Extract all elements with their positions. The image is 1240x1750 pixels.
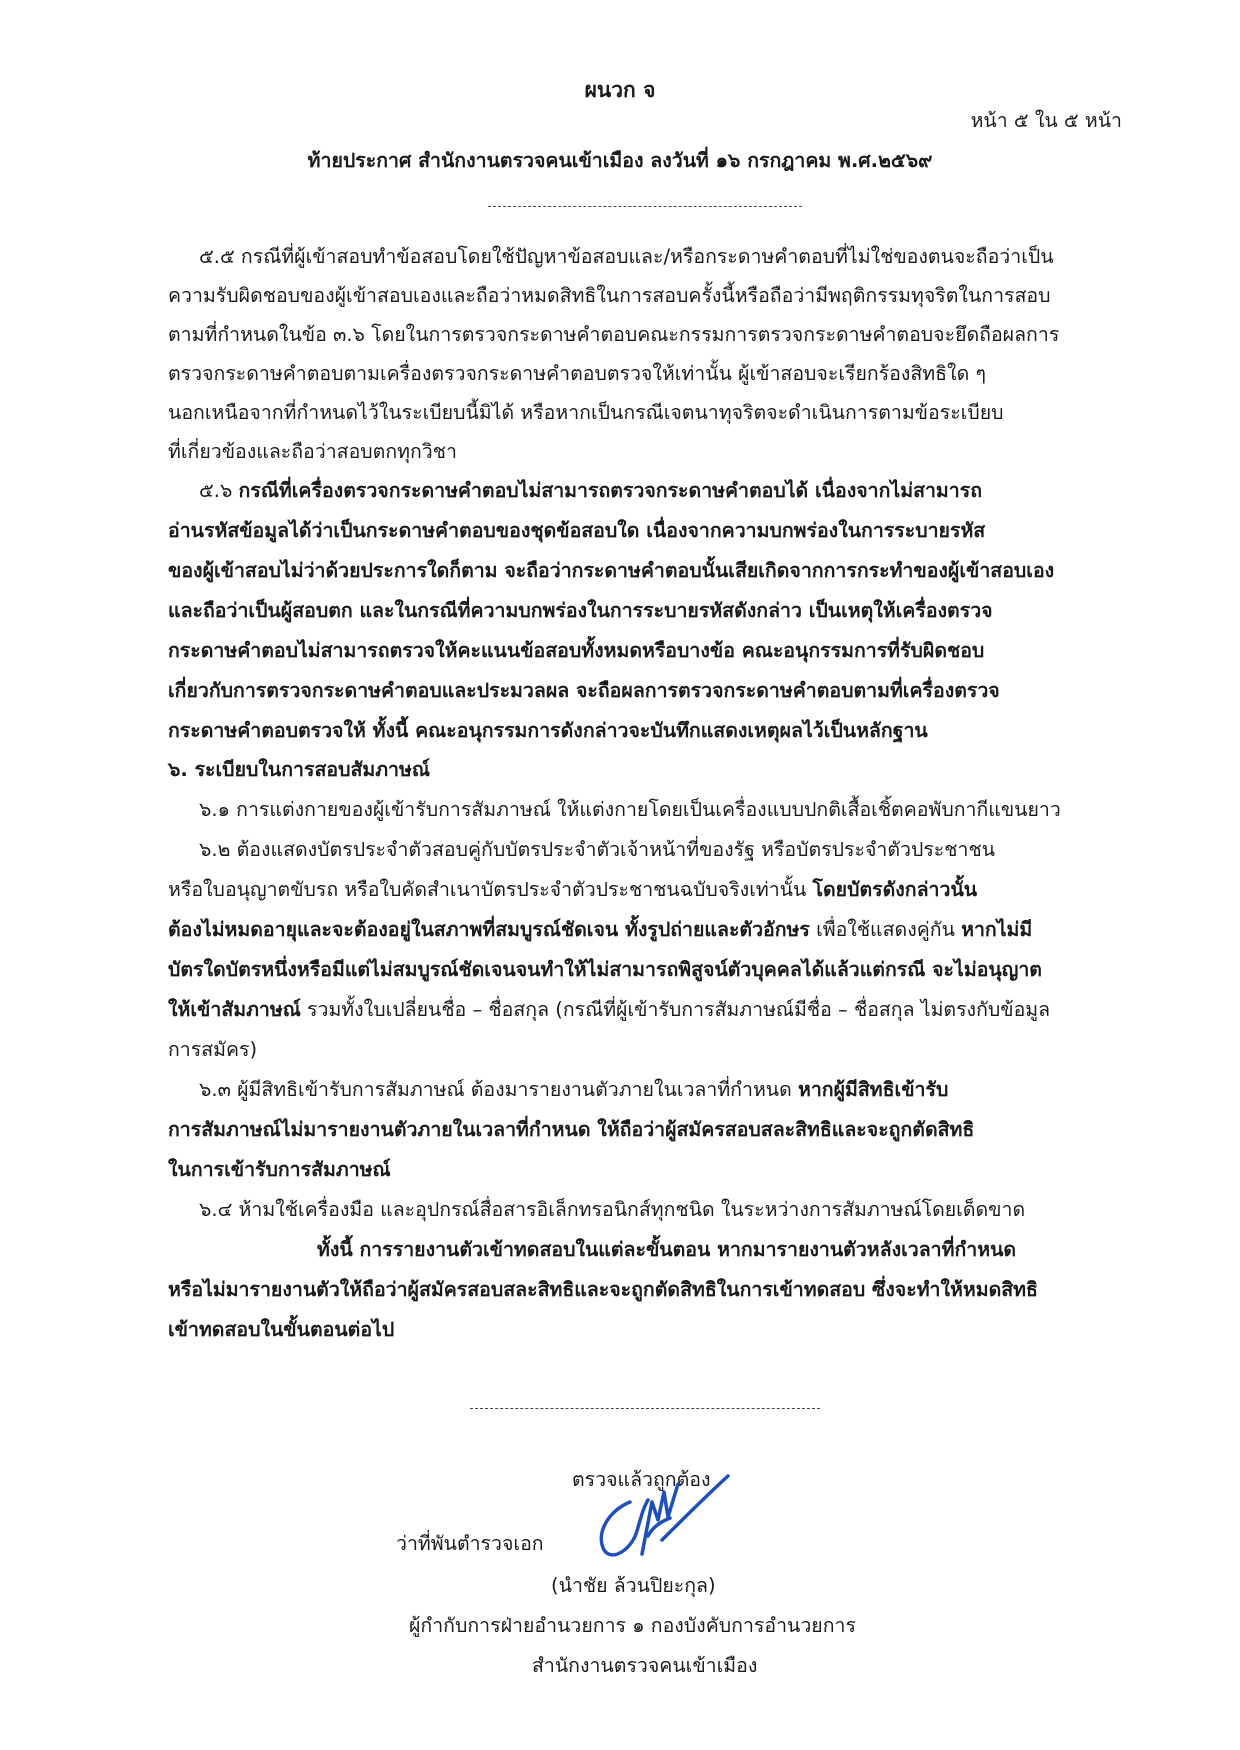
signer-name: (นำชัย ล้วนปิยะกุล) — [551, 1574, 716, 1597]
rank-label: ว่าที่พันตำรวจเอก — [396, 1532, 544, 1555]
text-line: กระดาษคำตอบไม่สามารถตรวจให้คะแนนข้อสอบทั้งหมดหรือบางข้อ คณะอนุกรรมการที่รับผิดชอบ — [168, 639, 985, 662]
handwritten-signature — [590, 1462, 740, 1572]
announcement-line: ท้ายประกาศ สำนักงานตรวจคนเข้าเมือง ลงวันที่ ๑๖ กรกฎาคม พ.ศ.๒๕๖๙ — [307, 149, 933, 172]
bold-text: กรณีที่เครื่องตรวจกระดาษคำตอบไม่สามารถตรวจกระดาษคำตอบได้ เนื่องจากไม่สามารถ — [238, 479, 983, 502]
bold-text: ให้เข้าสัมภาษณ์ — [168, 998, 301, 1021]
text-line: ทั้งนี้ การรายงานตัวเข้าทดสอบในแต่ละขั้นตอน หากมารายงานตัวหลังเวลาที่กำหนด — [317, 1238, 1017, 1261]
normal-text: ๖.๓ ผู้มีสิทธิเข้ารับการสัมภาษณ์ ต้องมารายงานตัวภายในเวลาที่กำหนด — [199, 1078, 798, 1101]
text-line: เกี่ยวกับการตรวจกระดาษคำตอบและประมวลผล จะถือผลการตรวจกระดาษคำตอบตามที่เครื่องตรวจ — [168, 679, 1000, 702]
certified-label: ตรวจแล้วถูกต้อง — [572, 1468, 711, 1491]
text-line: บัตรใดบัตรหนึ่งหรือมีแต่ไม่สมบูรณ์ชัดเจนจนทำให้ไม่สามารถพิสูจน์ตัวบุคคลได้แล้วแต่กรณี จะไม่อนุญาต — [168, 958, 1042, 981]
normal-text: เพื่อใช้แสดงคู่กัน — [809, 918, 962, 941]
footer-divider — [470, 1408, 820, 1409]
text-line: ในการเข้ารับการสัมภาษณ์ — [168, 1158, 391, 1181]
text-line: อ่านรหัสข้อมูลได้ว่าเป็นกระดาษคำตอบของชุดข้อสอบใด เนื่องจากความบกพร่องในการระบายรหัส — [168, 519, 986, 542]
annex-title: ผนวก จ — [584, 78, 656, 102]
text-line: เข้าทดสอบในขั้นตอนต่อไป — [168, 1318, 395, 1341]
text-line: กระดาษคำตอบตรวจให้ ทั้งนี้ คณะอนุกรรมการดังกล่าวจะบันทึกแสดงเหตุผลไว้เป็นหลักฐาน — [168, 719, 928, 742]
bold-text: หากผู้มีสิทธิเข้ารับ — [798, 1078, 949, 1101]
text-line: ของผู้เข้าสอบไม่ว่าด้วยประการใดก็ตาม จะถือว่ากระดาษคำตอบนั้นเสียเกิดจากการกระทำของผู้เข้าสอบเอง — [168, 559, 1055, 582]
paragraph-6-1: ๖.๑ การแต่งกายของผู้เข้ารับการสัมภาษณ์ ให้แต่งกายโดยเป็นเครื่องแบบปกติเสื้อเชิ้ตคอพับกากีแขนยาว — [199, 798, 1061, 821]
page-indicator: หน้า ๕ ใน ๕ หน้า — [970, 109, 1122, 132]
text-line: และถือว่าเป็นผู้สอบตก และในกรณีที่ความบกพร่องในการระบายรหัสดังกล่าว เป็นเหตุให้เครื่องตรวจ — [168, 599, 993, 622]
header-divider — [488, 206, 802, 207]
text-line: หรือไม่มารายงานตัวให้ถือว่าผู้สมัครสอบสละสิทธิและจะถูกตัดสิทธิในการเข้าทดสอบ ซึ่งจะทำให้หมดสิทธิ — [168, 1278, 1038, 1301]
text-line: การสมัคร) — [168, 1038, 258, 1061]
text-line: ความรับผิดชอบของผู้เข้าสอบเองและถือว่าหมดสิทธิในการสอบครั้งนี้หรือถือว่ามีพฤติกรรมทุจริตในการสอบ — [168, 284, 1051, 307]
text-line: ๖.๒ ต้องแสดงบัตรประจำตัวสอบคู่กับบัตรประจำตัวเจ้าหน้าที่ของรัฐ หรือบัตรประจำตัวประชาชน — [199, 838, 996, 861]
text-line — [168, 876, 977, 904]
normal-text: หรือใบอนุญาตขับรถ หรือใบคัดสำเนาบัตรประจำตัวประชาชนฉบับจริงเท่านั้น — [168, 878, 813, 901]
text-line — [168, 916, 1032, 944]
bold-text: หากไม่มี — [961, 918, 1033, 941]
item-number: ๕.๖ — [199, 479, 233, 502]
paragraph-6-4: ๖.๔ ห้ามใช้เครื่องมือ และอุปกรณ์สื่อสารอิเล็กทรอนิกส์ทุกชนิด ในระหว่างการสัมภาษณ์โดยเด็ดขาด — [199, 1198, 1026, 1221]
text-line — [199, 477, 982, 505]
text-line: ตามที่กำหนดในข้อ ๓.๖ โดยในการตรวจกระดาษคำตอบคณะกรรมการตรวจกระดาษคำตอบจะยึดถือผลการ — [168, 323, 1060, 346]
signer-office: สำนักงานตรวจคนเข้าเมือง — [532, 1654, 758, 1677]
text-line: ที่เกี่ยวข้องและถือว่าสอบตกทุกวิชา — [168, 440, 457, 463]
section-6-heading: ๖. ระเบียบในการสอบสัมภาษณ์ — [168, 758, 430, 781]
bold-text: โดยบัตรดังกล่าวนั้น — [812, 878, 978, 901]
text-line — [199, 1076, 948, 1104]
signer-position: ผู้กำกับการฝ่ายอำนวยการ ๑ กองบังคับการอำนวยการ — [409, 1614, 856, 1637]
text-line — [168, 996, 1050, 1024]
text-line: ตรวจกระดาษคำตอบตามเครื่องตรวจกระดาษคำตอบตรวจให้เท่านั้น ผู้เข้าสอบจะเรียกร้องสิทธิใด ๆ — [168, 362, 986, 385]
text-line: การสัมภาษณ์ไม่มารายงานตัวภายในเวลาที่กำหนด ให้ถือว่าผู้สมัครสอบสละสิทธิและจะถูกตัดสิทธิ — [168, 1118, 975, 1141]
bold-text: ต้องไม่หมดอายุและจะต้องอยู่ในสภาพที่สมบูรณ์ชัดเจน ทั้งรูปถ่ายและตัวอักษร — [168, 918, 810, 941]
normal-text: รวมทั้งใบเปลี่ยนชื่อ – ชื่อสกุล (กรณีที่ผู้เข้ารับการสัมภาษณ์มีชื่อ – ชื่อสกุล ไม่ตรงกับข้อมูล — [300, 998, 1051, 1021]
text-line: ๕.๕ กรณีที่ผู้เข้าสอบทำข้อสอบโดยใช้ปัญหาข้อสอบและ/หรือกระดาษคำตอบที่ไม่ใช่ของตนจะถือว่าเป็น — [199, 245, 1054, 268]
text-line: นอกเหนือจากที่กำหนดไว้ในระเบียบนี้มิได้ หรือหากเป็นกรณีเจตนาทุจริตจะดำเนินการตามข้อระเบียบ — [168, 401, 1004, 424]
